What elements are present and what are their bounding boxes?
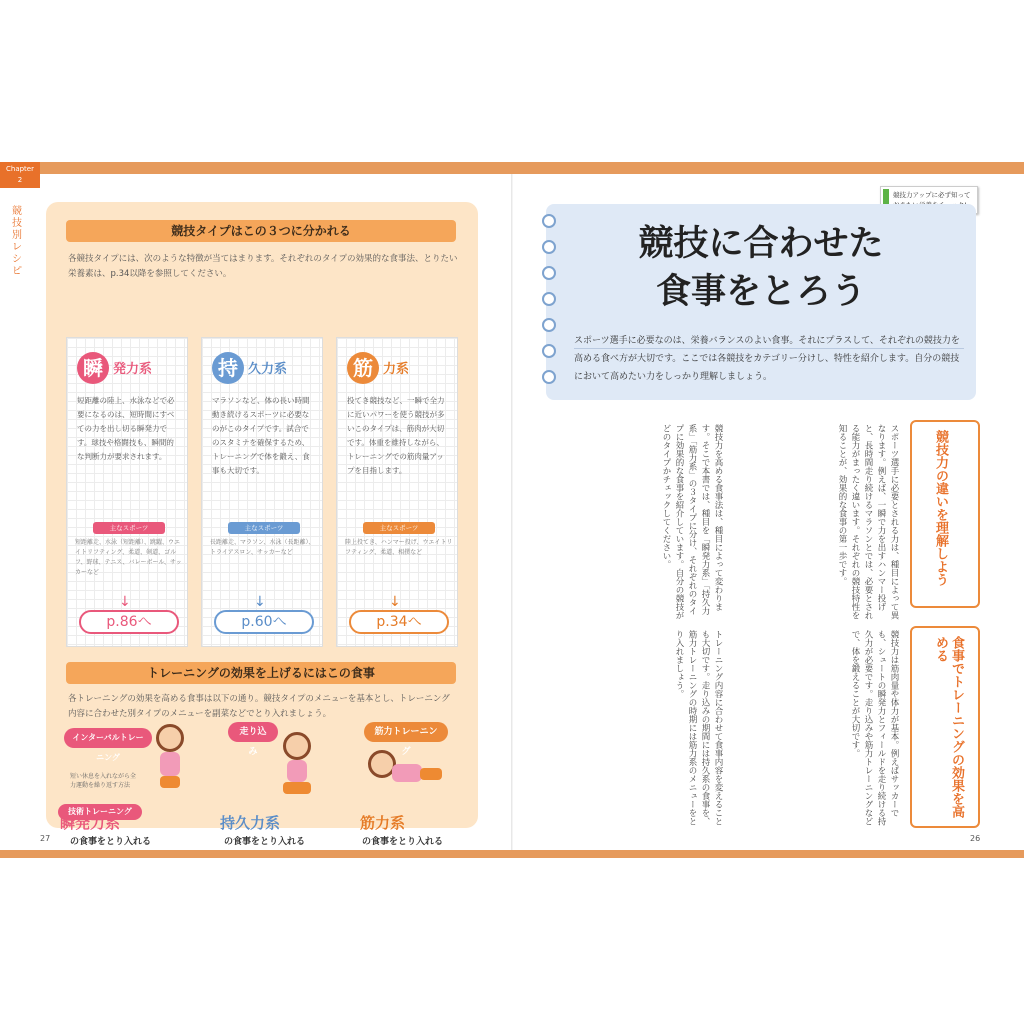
pill-technique: 技術トレーニング (58, 804, 142, 820)
title-line-2: 食事をとろう (655, 272, 866, 312)
card-endurance-page-link[interactable]: p.60へ (214, 610, 314, 634)
heading-box-1 (910, 420, 980, 608)
ring-icon (542, 370, 556, 384)
card-burst-char: 瞬 (77, 352, 109, 384)
down-arrow-icon: ↓ (254, 594, 266, 610)
page-title (586, 220, 936, 316)
card-strength-page-link[interactable]: p.34へ (349, 610, 449, 634)
card-burst-sports: 短距離走、水泳（短距離）、跳躍、ウエイトリフティング、柔道、剣道、ゴルフ、野球、テニス、バレーボール、サッカーなど (75, 539, 182, 576)
jogger-illustration (271, 732, 331, 812)
body-column-3: 競技力は筋肉量や体力が基本。例えばサッカーでも、シュートの瞬発力とフィールドを走り続ける持久力が必要です。走り込みや筋力トレーニングなどで、体を鍛えることが大切です。 (850, 630, 899, 826)
card-strength-sport-tag: 主なスポーツ (363, 522, 435, 534)
section2-intro: 各トレーニングの効果を高める食事は以下の通り。競技タイプのメニューを基本とし、トレーニング内容に合わせた別タイプのメニューを副菜などでとり入れましょう。 (68, 694, 450, 719)
card-burst-page-link[interactable]: p.86へ (79, 610, 179, 634)
card-endurance-sports: 長距離走、マラソン、水泳（長距離）、トライアスロン、サッカーなど (210, 539, 315, 556)
heading-1: 競技力の違いを理解しよう (933, 430, 948, 586)
bottom-border-band (0, 850, 1024, 858)
body-column-2: 競技力を高める食事法は、種目によって変わります。そこで本書では、種目を「瞬発力系」「持久力系」「筋力系」の３タイプに分け、それぞれのタイプに効果的な食事を紹介しています。自分の競技がどのタイプかチェックしてください。 (661, 424, 723, 620)
ring-icon (542, 266, 556, 280)
top-border-band (0, 162, 1024, 174)
card-strength-desc: 投てき競技など、一瞬で全力に近いパワーを使う競技が多いこのタイプは、筋肉が大切です。体重を維持しながら、トレーニングでの筋肉量アップを目指します。 (347, 396, 445, 475)
type-endurance-sub: の食事をとり入れる (224, 837, 306, 847)
ring-icon (542, 318, 556, 332)
type-burst-sub: の食事をとり入れる (70, 837, 152, 847)
left-page-number: 27 (40, 834, 51, 843)
card-endurance (201, 337, 323, 647)
down-arrow-icon: ↓ (389, 594, 401, 610)
card-endurance-sport-tag: 主なスポーツ (228, 522, 300, 534)
ring-icon (542, 214, 556, 228)
card-endurance-name: 久力系 (248, 362, 288, 377)
heading-2: 食事でトレーニングの効果を高める (933, 636, 964, 818)
body-column-4: トレーニング内容に合わせて食事内容を変えることも大切です。走り込みの期間には持久系の食事を、筋力トレーニングの時期には筋力系のメニューをとり入れましょう。 (674, 630, 723, 826)
side-label: 競技別レシピ (12, 206, 22, 277)
left-panel (46, 202, 478, 847)
body-column-1: スポーツ選手に必要とされる力は、種目によって異なります。例えば、一瞬で力を出すハンマー投げと、長時間走り続けるマラソンとでは、必要とされる能力がまったく違います。それぞれの競技特性を知ることが、効果的な食事の第一歩です。 (837, 424, 899, 620)
pushup-illustration (368, 750, 448, 810)
card-strength (336, 337, 458, 647)
ring-icon (542, 292, 556, 306)
interval-note: 短い休息を入れながら全力運動を繰り返す方法 (70, 773, 137, 789)
right-page-number: 26 (970, 834, 981, 843)
down-arrow-icon: ↓ (119, 594, 131, 610)
ring-icon (542, 240, 556, 254)
title-line-1: 競技に合わせた (638, 224, 884, 264)
card-endurance-char: 持 (212, 352, 244, 384)
card-strength-name: 力系 (383, 362, 410, 377)
card-burst-name: 発力系 (113, 362, 153, 377)
type-strength-sub: の食事をとり入れる (362, 837, 444, 847)
type-burst-label: 瞬発力系 (60, 814, 121, 832)
callout-interval: インターバルトレーニング (64, 728, 152, 748)
type-strength-label: 筋力系 (360, 814, 406, 832)
section1-intro: 各競技タイプには、次のような特徴が当てはまります。それぞれのタイプの効果的な食事法、とりたい栄養素は、p.34以降を参照してください。 (68, 254, 458, 279)
sticky-note: 競技力アップに必ず知って (880, 186, 978, 214)
card-strength-char: 筋 (347, 352, 379, 384)
card-strength-sports: 陸上投てき、ハンマー投げ、ウエイトリフティング、柔道、相撲など (345, 539, 453, 556)
magazine-spread (0, 162, 1024, 862)
card-burst-desc: 短距離の陸上、水泳などで必要になるのは、短時間にすべての力を出し切る瞬発力です。球技や格闘技も、瞬間的な判断力が要求されます。 (77, 396, 175, 461)
chapter-tab: Chapter 2 (0, 162, 40, 188)
card-endurance-desc: マラソンなど、体の長い時間動き続けるスポーツに必要なのがこのタイプです。試合でのスタミナを確保するため、トレーニングで体を鍛え、食事も大切です。 (212, 396, 310, 475)
callout-running: 走り込み (228, 722, 278, 742)
callout-strength: 筋力トレーニング (364, 722, 448, 742)
lead-text: スポーツ選手に必要なのは、栄養バランスのよい食事。それにプラスして、それぞれの競技力を高める食べ方が大切です。ここでは各競技をカテゴリー分けし、特性を紹介します。自分の競技において高めたい力をしっかり理解しましょう。 (574, 336, 960, 382)
card-burst (66, 337, 188, 647)
card-burst-sport-tag: 主なスポーツ (93, 522, 165, 534)
runner-illustration (146, 724, 206, 804)
section2-title: トレーニングの効果を上げるにはこの食事 (66, 662, 456, 684)
ring-icon (542, 344, 556, 358)
page-fold (511, 174, 513, 850)
type-endurance-label: 持久力系 (220, 814, 281, 832)
heading-box-2 (910, 626, 980, 828)
section1-title: 競技タイプはこの３つに分かれる (66, 220, 456, 242)
title-notebook (546, 204, 976, 400)
